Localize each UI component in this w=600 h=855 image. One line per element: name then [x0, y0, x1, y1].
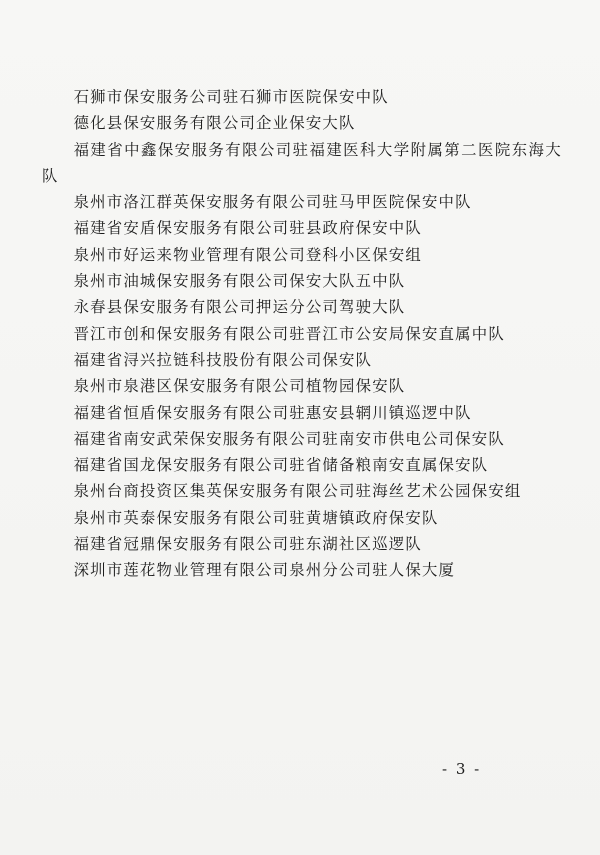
list-item: 福建省中鑫保安服务有限公司驻福建医科大学附属第二医院东海大队: [42, 140, 562, 185]
list-item: 深圳市莲花物业管理有限公司泉州分公司驻人保大厦: [73, 561, 456, 580]
list-item: 石狮市保安服务公司驻石狮市医院保安中队: [73, 88, 389, 106]
list-item: 泉州市油城保安服务有限公司保安大队五中队: [73, 272, 406, 291]
page-number: - 3 -: [442, 760, 482, 778]
list-item: 泉州台商投资区集英保安服务有限公司驻海丝艺术公园保安组: [73, 482, 522, 501]
list-item: 泉州市洛江群英保安服务有限公司驻马甲医院保安中队: [73, 193, 472, 212]
list-item: 福建省冠鼎保安服务有限公司驻东湖社区巡逻队: [73, 535, 422, 554]
list-item: 永春县保安服务有限公司押运分公司驾驶大队: [73, 298, 406, 317]
list-item: 福建省恒盾保安服务有限公司驻惠安县辋川镇巡逻中队: [73, 403, 472, 422]
list-item: 福建省国龙保安服务有限公司驻省储备粮南安直属保安队: [73, 456, 489, 475]
list-item: 德化县保安服务有限公司企业保安大队: [73, 114, 356, 133]
list-item: 泉州市英泰保安服务有限公司驻黄塘镇政府保安队: [73, 508, 439, 527]
list-item: 福建省安盾保安服务有限公司驻县政府保安中队: [73, 219, 422, 238]
list-item: 泉州市泉港区保安服务有限公司植物园保安队: [73, 377, 406, 396]
list-item: 晋江市创和保安服务有限公司驻晋江市公安局保安直属中队: [73, 324, 505, 343]
list-item: 泉州市好运来物业管理有限公司登科小区保安组: [73, 245, 422, 264]
list-item: 福建省南安武荣保安服务有限公司驻南安市供电公司保安队: [73, 429, 505, 448]
unit-list: [42, 84, 562, 584]
list-item: 福建省浔兴拉链科技股份有限公司保安队: [73, 350, 373, 369]
